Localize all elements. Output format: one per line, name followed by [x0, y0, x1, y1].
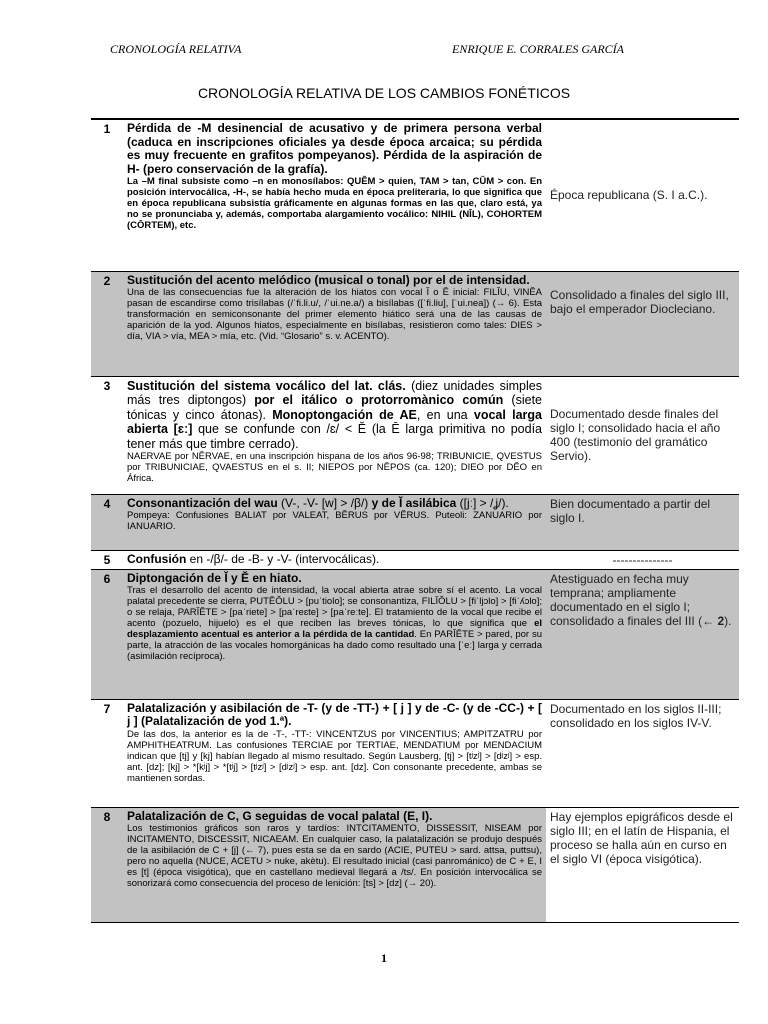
change-title: Diptongación de Ĭ y Ĕ en hiato.	[127, 570, 302, 585]
table-row	[91, 699, 739, 807]
document-title: CRONOLOGÍA RELATIVA DE LOS CAMBIOS FONÉTICOS	[197, 85, 571, 101]
change-title: Palatalización y asibilación de -T- (y de -TT-) + [ j ] y de -C- (y de -CC-) + [ j ] (Palatalización de yod 1.ª).	[127, 700, 542, 728]
change-note: De las dos, la anterior es la de -T-, -TT-: VINCENTZUS por VINCENTIUS; AMPITZATRU por AMPHITHEATRUM. Las confusiones TERCIAE por TERTIAE, MENDATIUM por MENDACIUM indican que [tj] y [kj] habían llegado al mismo resultado. Según Lausberg, [tj] > [tʲzʲ] > [dʲzʲ] > esp. ant. [dz]; [kj] > *[kʲj] > *[tʲj] > [tʲzʲ] > [dʲzʲ] > esp. ant. [dz]. Con consonante precedente, ambas se mantienen sordas.	[127, 728, 542, 784]
row-number: 6	[91, 569, 123, 699]
table-row	[91, 550, 739, 569]
dating-text: Documentado en los siglos II-III; consolidado en los siglos IV-V.	[550, 701, 722, 730]
change-note: Tras el desarrollo del acento de intensidad, la vocal abierta atrae sobre sí el acento. La vocal palatal precedente se cierra, PUTĔŎLU > [puˈtiolo]; se consonantiza, FILĬŎLU > [fiˈljɔlo] > [fiˈʎɔlo]; o se relaja, PARĬĔTE > [paˈriete] > [paˈreɛte] > [paˈreːte]. El tratamiento de la vocal que recibe el acento (pozuelo, hijuelo) es el que reciben las breves tónicas, lo que significa que el desplazamiento acentual es anterior a la pérdida de la cantidad. En PARĬĔTE > pared, por su parte, la atracción de las vocales homorgánicas ha dado como resultado una [ˈeː] larga y cerrada (asimilación recíproca).	[127, 585, 542, 662]
table-row	[91, 376, 739, 494]
change-title: Sustitución del sistema vocálico del lat. clás. (diez unidades simples más tres diptongos) por el itálico o protorromànico común (siete tónicas y cinco átonas). Monoptongación de AE, en una vocal larga abierta [ɛː] que se confunde con /ɛ/ < Ĕ (la Ē larga primitiva no podía tener más que timbre cerrado).	[127, 378, 543, 451]
row-number: 7	[103, 701, 111, 716]
change-note: NAERVAE por NĔRVAE, en una inscripción hispana de los años 96-98; TRIBUNICIE, QVESTUS por TRIBUNICIAE, QVAESTUS en el s. II; NIEPOS por NĔPOS (ca. 120); DIEO por DĔO en África.	[127, 451, 542, 484]
dating-text: Documentado desde finales del siglo I; consolidado hacia el año 400 (testimonio del gramático Servio).	[550, 406, 721, 463]
table-row	[91, 494, 739, 550]
row-number: 4	[91, 494, 123, 550]
change-title: Confusión en -/β/- de -B- y -V- (intervocálicas).	[127, 551, 380, 566]
row-number: 3	[103, 378, 111, 393]
dating-text: Hay ejemplos epigráficos desde el siglo III; en el latín de Hispania, el proceso se halla aún en curso en el siglo VI (época visigótica).	[550, 809, 733, 866]
change-note: Una de las consecuencias fue la alteración de los hiatos con vocal Ĭ o Ĕ inicial: FILĬU, VINĔA pasan de escandirse como trisílabas (/ˈfi.li.u/, /ˈui.ne.a/) a bisílabas ([ˈfi.liu], [ˈui.nea]) (→ 6). Esta transformación en semiconsonante del primer elemento hiático será una de las causas de aparición de la yod. Algunos hiatos, especialmente en bisílabas, resistieron como tales: DIES > día, VIA > vía, MEA > mía, etc. (Vid. “Glosario” s. v. ACENTO).	[127, 287, 542, 342]
dating-text: Consolidado a finales del siglo III, bajo el emperador Diocleciano.	[550, 287, 729, 316]
table-row	[91, 271, 739, 376]
table-row	[91, 807, 739, 922]
row-number: 8	[91, 807, 123, 922]
change-title: Sustitución del acento melódico (musical o tonal) por el de intensidad.	[127, 272, 530, 287]
change-title: Palatalización de C, G seguidas de vocal palatal (E, I).	[127, 808, 433, 823]
running-header-right: ENRIQUE E. CORRALES GARCÍA	[452, 42, 624, 56]
chronology-table	[91, 118, 739, 923]
table-row	[91, 569, 739, 699]
table-row	[91, 119, 739, 271]
dating-text: Época republicana (S. I a.C.).	[550, 188, 708, 203]
row-number: 5	[103, 552, 111, 567]
running-header-left: CRONOLOGÍA RELATIVA	[110, 42, 242, 56]
dating-text: Atestiguado en fecha muy temprana; ampliamente documentado en el siglo I; consolidado a finales del III (← 2).	[550, 571, 732, 628]
change-title: Pérdida de -M desinencial de acusativo y de primera persona verbal (caduca en inscripciones oficiales ya desde época arcaica; su pérdida es muy frecuente en grafitos pompeyanos). Pérdida de la aspiración de H- (pero conservación de la grafía).	[127, 121, 542, 176]
change-note: Los testimonios gráficos son raros y tardíos: INTCITAMENTO, DISSESSIT, NISEAM por INCITAMENTO, DISCESSIT, NICAEAM. En cualquier caso, la palatalización se produjo después de la asibilación de C + [j] (← 7), pues esta se da en sardo (ACIE, PUTEU > sard. attsa, puttsu), pero no aquella (NUCE, ACETU > nuke, akètu). El resultado inicial (casi panrománico) de C + E, I es [t] (época visigótica), que en castellano medieval llegará a /ts/. En posición intervocálica se sonorizará como consecuencia del proceso de lenición: [ts] > [dz] (→ 20).	[127, 823, 542, 889]
change-note: La –M final subsiste como –n en monosílabos: QUĔM > quien, TAM > tan, CŬM > con. En posición intervocálica, -H-, se había hecho muda en época preliteraria, lo que significa que en época republicana subsistía gráficamente en algunas formas en las que, claro está, ya no se pronunciaba y, además, comportaba alargamiento vocálico: NIHIL (NĪL), COHORTEM (CŌRTEM), etc.	[127, 176, 542, 231]
change-note: Pompeya: Confusiones BALIAT por VALEAT, BĔRUS por VĔRUS. Puteoli: ZANUARIO por IANUARIO.	[127, 510, 542, 532]
dating-text: ---------------	[612, 552, 673, 567]
page-number: 1	[381, 951, 387, 965]
row-number: 2	[91, 271, 123, 376]
dating-text: Bien documentado a partir del siglo I.	[550, 496, 711, 525]
row-number: 1	[103, 122, 111, 136]
change-title: Consonantización del wau (V-, -V- [w] > /β/) y de Ĭ asilábica ([jː] > /ʝ/).	[127, 495, 509, 510]
